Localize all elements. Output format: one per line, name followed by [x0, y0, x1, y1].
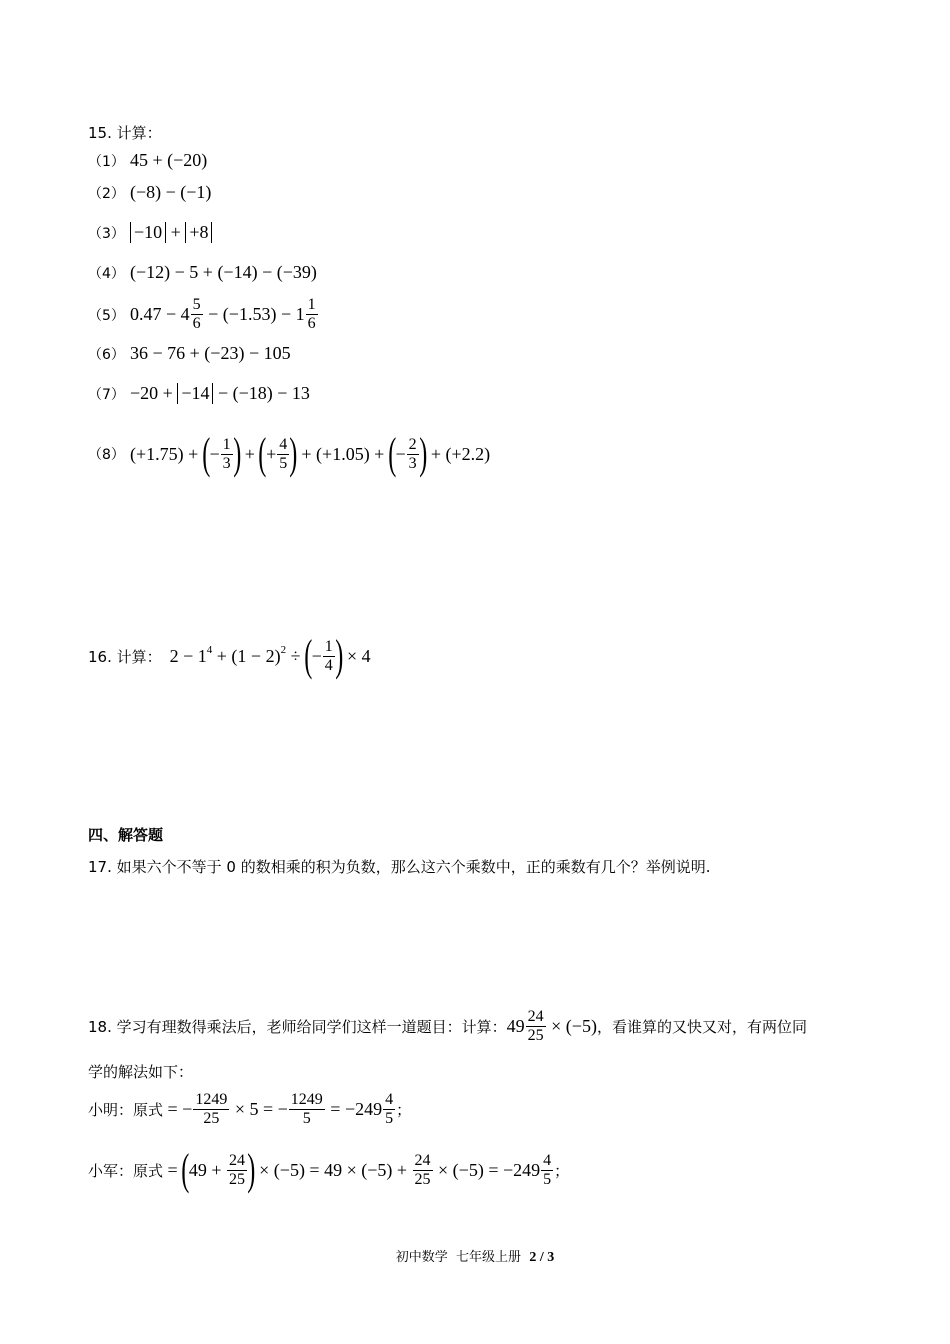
q15-item-2 [88, 182, 211, 203]
solver-label: 小军：原式 [88, 1161, 164, 1180]
item-label: （7） [88, 386, 125, 403]
right-paren: ) [335, 631, 344, 680]
q16 [88, 631, 371, 680]
expression-part: 0.47 − 4 [130, 304, 190, 324]
expression-part: − (−1.53) − 1 [203, 304, 305, 324]
denominator: 3 [408, 454, 417, 472]
expression-part: − (−18) − 13 [213, 383, 310, 403]
q15-item-1 [88, 150, 207, 171]
right-paren: ) [247, 1145, 256, 1194]
numerator: 4 [279, 435, 288, 453]
operator: + [166, 222, 186, 242]
absolute-value: −14 [177, 383, 213, 404]
expression-part: + (1 − 2) [212, 645, 281, 666]
denominator: 6 [307, 315, 316, 332]
expression: (−12) − 5 + (−14) − (−39) [130, 262, 317, 282]
expression-part: 2 − 1 [169, 645, 207, 666]
expression-part: × 4 [342, 645, 371, 666]
expression-part: × 5 = − [230, 1099, 288, 1119]
item-label: （5） [88, 307, 125, 324]
fraction [289, 1091, 325, 1128]
expression-part: = [163, 1159, 183, 1180]
solver-label: 小明：原式 [88, 1101, 164, 1119]
denominator: 5 [543, 1170, 552, 1188]
q18-line-1 [88, 1008, 807, 1045]
right-paren: ) [418, 429, 428, 478]
item-label: （1） [88, 153, 125, 170]
item-label: （4） [88, 265, 125, 282]
numerator: 4 [543, 1151, 552, 1169]
denominator: 25 [414, 1170, 431, 1188]
expression: 45 + (−20) [130, 150, 208, 170]
fraction [221, 436, 233, 473]
fraction [407, 436, 419, 473]
expression-part: 49 + [188, 1159, 226, 1180]
q18-line-2: 学的解法如下： [88, 1063, 194, 1081]
exponent: 2 [280, 644, 287, 656]
left-paren: ( [388, 429, 397, 478]
punctuation: ； [396, 1101, 412, 1119]
q15-item-5 [88, 296, 319, 333]
page-number: 2 / 3 [529, 1250, 555, 1265]
numerator: 1 [307, 296, 316, 313]
q15-item-6 [88, 343, 291, 364]
left-paren: ( [304, 631, 313, 680]
left-paren: ( [202, 429, 211, 478]
numerator: 1249 [290, 1091, 323, 1108]
q15-title: 15. 计算： [88, 124, 162, 142]
q15-item-4 [88, 262, 317, 283]
fraction [383, 1091, 395, 1128]
section-heading: 四、解答题 [88, 826, 164, 844]
expression-part: × (−5) = −249 [433, 1159, 541, 1180]
q15-item-8 [88, 429, 491, 478]
expression-part: −20 + [130, 383, 178, 403]
denominator: 25 [527, 1027, 544, 1044]
fraction [191, 296, 203, 333]
numerator: 24 [414, 1151, 431, 1169]
expression-part: = − [163, 1099, 193, 1119]
expression-part: (+1.75) + [130, 443, 203, 464]
denominator: 5 [302, 1110, 311, 1127]
numerator: 2 [408, 435, 417, 453]
denominator: 5 [385, 1110, 394, 1127]
expression-part: + (+1.05) + [296, 443, 389, 464]
expression-part: = −249 [325, 1099, 383, 1119]
sign: − [395, 443, 406, 464]
absolute-value: −10 [130, 222, 166, 243]
fraction [193, 1091, 229, 1128]
item-label: （8） [88, 447, 125, 463]
expression: 36 − 76 + (−23) − 105 [130, 343, 291, 363]
footer-subject: 初中数学 七年级上册 [395, 1250, 530, 1265]
denominator: 4 [324, 656, 333, 674]
mixed-integer: 49 [506, 1016, 525, 1036]
fraction [277, 436, 289, 473]
q17-text: 17. 如果六个不等于 0 的数相乘的积为负数，那么这六个乘数中，正的乘数有几个？举例说明. [88, 858, 711, 876]
fraction [541, 1152, 553, 1189]
xiaoming-solution [88, 1091, 411, 1128]
denominator: 25 [203, 1110, 220, 1127]
numerator: 1249 [195, 1091, 228, 1108]
q18-intro: 18. 学习有理数得乘法后，老师给同学们这样一道题目：计算： [88, 1018, 507, 1036]
q15-item-7 [88, 383, 310, 404]
q18-intro-cont: ，看谁算的又快又对，有两位同 [596, 1018, 807, 1036]
xiaojun-solution [88, 1145, 570, 1194]
right-paren: ) [232, 429, 241, 478]
numerator: 1 [324, 637, 333, 655]
fraction [306, 296, 318, 333]
q15-item-3 [88, 222, 212, 243]
expression-part: + (+2.2) [426, 443, 491, 464]
numerator: 4 [385, 1091, 394, 1108]
denominator: 5 [279, 454, 288, 472]
item-label: （6） [88, 346, 125, 363]
left-paren: ( [181, 1145, 190, 1194]
denominator: 6 [192, 315, 201, 332]
expression-part: ÷ [286, 645, 305, 666]
fraction [526, 1008, 546, 1045]
expression-part: + [240, 443, 260, 464]
expression-part: × (−5) = 49 × (−5) + [254, 1159, 412, 1180]
right-paren: ) [289, 429, 298, 478]
numerator: 5 [192, 296, 201, 313]
absolute-value: +8 [185, 222, 212, 243]
page-footer [0, 1246, 950, 1266]
sign: − [209, 443, 220, 464]
numerator: 24 [228, 1151, 245, 1169]
sign: − [311, 645, 322, 666]
fraction [413, 1152, 433, 1189]
exponent: 4 [206, 644, 213, 656]
expression: (−8) − (−1) [130, 182, 212, 202]
numerator: 24 [527, 1008, 544, 1025]
numerator: 1 [222, 435, 231, 453]
fraction [323, 638, 335, 675]
expression-part: × (−5) [546, 1016, 597, 1036]
denominator: 3 [222, 454, 231, 472]
left-paren: ( [258, 429, 267, 478]
denominator: 25 [228, 1170, 245, 1188]
item-label: （3） [88, 225, 125, 242]
fraction [227, 1152, 247, 1189]
sign: + [266, 443, 277, 464]
q16-title: 16. 计算： [88, 647, 162, 666]
item-label: （2） [88, 185, 125, 202]
punctuation: ； [554, 1161, 570, 1180]
